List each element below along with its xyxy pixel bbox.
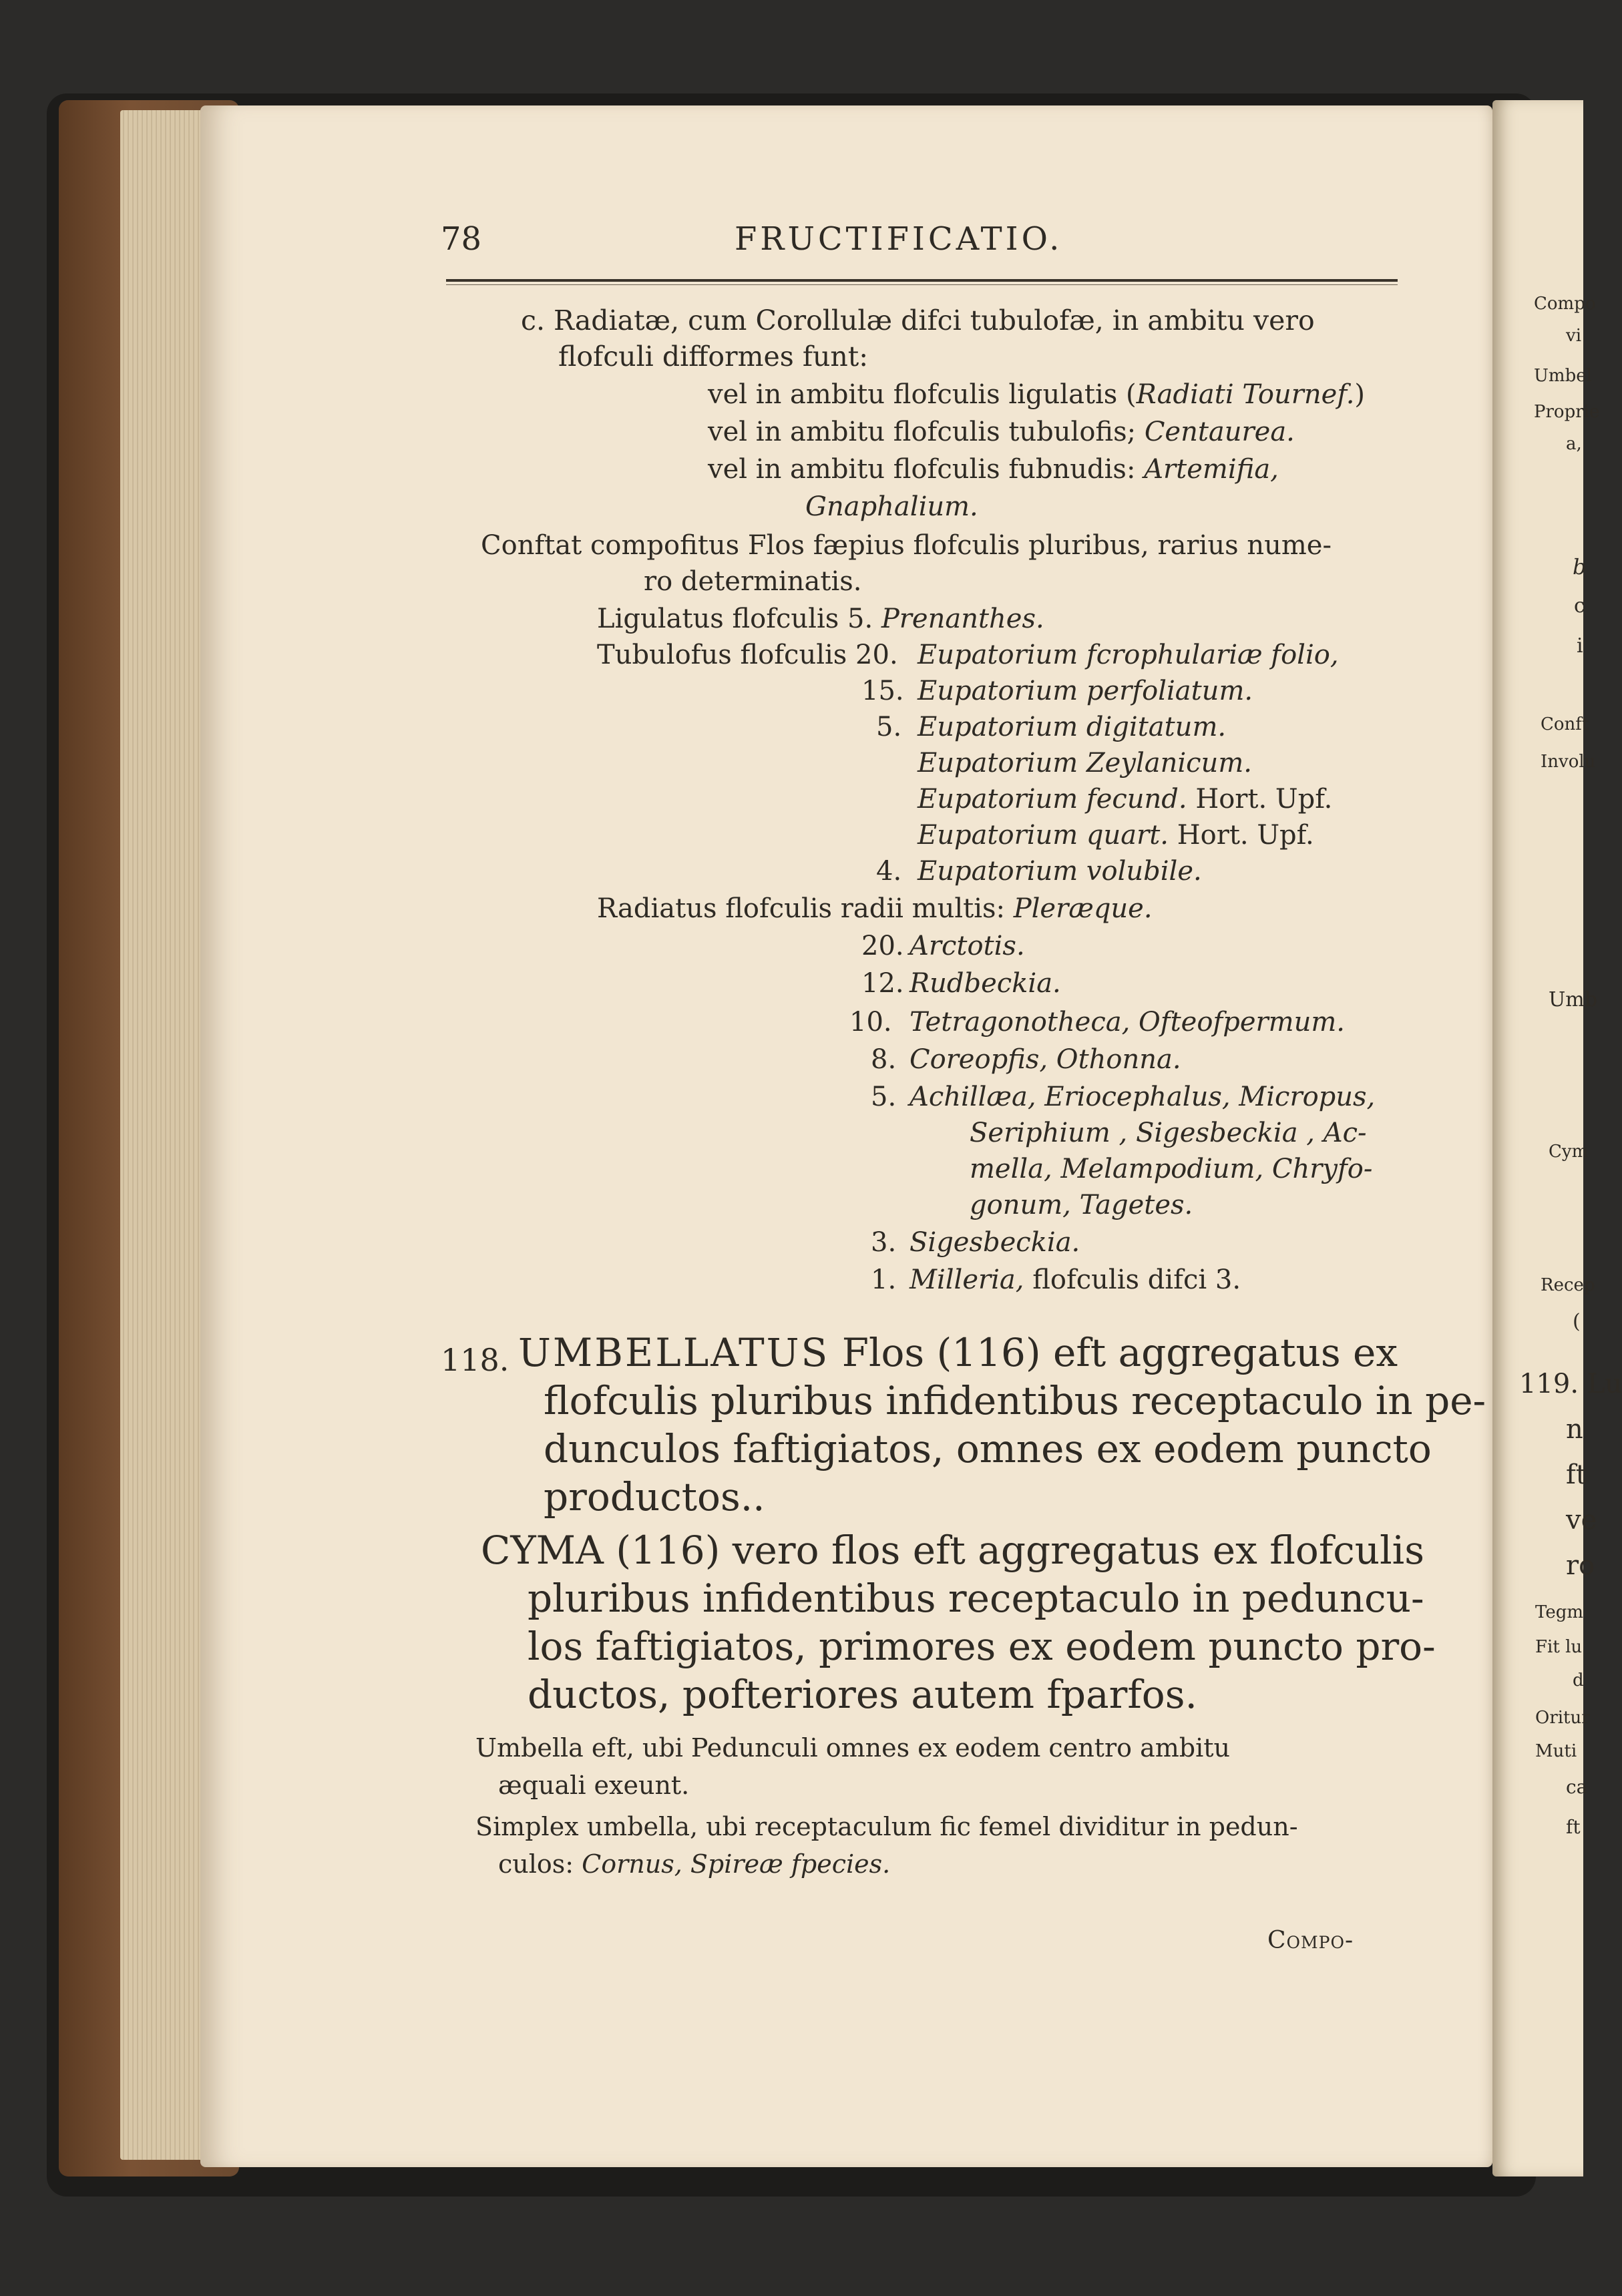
right-page-fragment: Tegm: [1535, 1602, 1584, 1622]
right-page-fragment: Fit lu: [1535, 1637, 1583, 1657]
umbellatus-line-1: UMBELLATUS Flos (116) eft aggregatus ex: [518, 1330, 1398, 1375]
tubulosus-num: 15.: [861, 676, 904, 706]
ligulatus-line: Ligulatus flofculis 5. Prenanthes.: [597, 604, 1044, 634]
tubulosus-entry: Eupatorium Zeylanicum.: [918, 748, 1252, 778]
right-page-fragment: c: [1574, 594, 1585, 618]
tubulosus-num: 5.: [876, 712, 902, 742]
right-page-fragment: Compo: [1534, 294, 1596, 314]
right-page-fragment: n: [1566, 1414, 1583, 1445]
right-page-fragment: Oritur: [1535, 1708, 1590, 1728]
right-page-fragment: ft: [1566, 1816, 1581, 1838]
radiatus-entry-line: Milleria, flofculis difci 3.: [909, 1265, 1241, 1295]
constat-line-2: ro determinatis.: [644, 566, 862, 597]
radiatus-entry: Rudbeckia.: [909, 968, 1061, 999]
radiatus-entry: Sigesbeckia.: [909, 1227, 1080, 1258]
umbellatus-line-4: productos..: [544, 1474, 765, 1520]
radiatus-entry: Arctotis.: [909, 931, 1025, 961]
right-page-fragment: ro: [1566, 1550, 1595, 1581]
tubulosus-entry: Eupatorium digitatum.: [918, 712, 1227, 742]
header-rule: [446, 279, 1398, 282]
constat-line-1: Conftat compofitus Flos fæpius flofculis pluribus, rarius nume-: [481, 530, 1332, 561]
radiatus-num: 20.: [861, 931, 904, 961]
right-page-fragment: Cym: [1549, 1142, 1589, 1162]
radiatus-entry: mella, Melampodium, Chryfo-: [970, 1154, 1373, 1184]
tubulosus-entry: Eupatorium fcrophulariæ folio,: [918, 640, 1339, 670]
cyma-line-4: ductos, pofteriores autem fparfos.: [528, 1672, 1197, 1717]
radiatus-num: 5.: [871, 1082, 897, 1112]
header-rule-thin: [446, 284, 1398, 285]
radiatus-entry: Tetragonotheca, Ofteofpermum.: [909, 1007, 1345, 1038]
radiatus-num: 1.: [871, 1265, 897, 1295]
cyma-line-2: pluribus infidentibus receptaculo in peduncu-: [528, 1576, 1424, 1621]
right-page-fragment: Proprie: [1534, 402, 1600, 422]
cyma-line-1: CYMA (116) vero flos eft aggregatus ex flofculis: [481, 1528, 1424, 1573]
page-number: 78: [441, 220, 482, 258]
tubulosus-entry-line: Eupatorium quart. Hort. Upf.: [918, 820, 1314, 851]
radiatae-variant-2: vel in ambitu flofculis tubulofis; Centaurea.: [708, 417, 1295, 447]
radiatus-num: 10.: [849, 1007, 892, 1038]
right-page-edge: [1492, 100, 1622, 2176]
tubulosus-entry: Eupatorium perfoliatum.: [918, 676, 1253, 706]
right-page-fragment: Recep: [1541, 1275, 1595, 1295]
umbellatus-line-2: flofculis pluribus infidentibus receptaculo in pe-: [544, 1378, 1486, 1423]
radiatus-entry: Coreopfis, Othonna.: [909, 1044, 1181, 1075]
right-page-fragment: (: [1573, 1310, 1581, 1333]
radiatae-line-1: c. Radiatæ, cum Corollulæ difci tubulofæ, in ambitu vero: [521, 304, 1315, 336]
right-page-fragment: 119. Lu: [1519, 1369, 1622, 1399]
umbella-line-1: Umbella eft, ubi Pedunculi omnes ex eodem centro ambitu: [475, 1733, 1230, 1763]
right-page-fragment: Conft: [1541, 714, 1589, 734]
paragraph-number: 118.: [441, 1342, 510, 1378]
tubulosus-num: 4.: [876, 856, 902, 887]
umbellatus-line-3: dunculos faftigiatos, omnes ex eodem puncto: [544, 1426, 1432, 1471]
right-page-fragment: b: [1573, 554, 1587, 580]
radiatus-entry: Seriphium , Sigesbeckia , Ac-: [970, 1118, 1367, 1148]
radiatus-entry: gonum, Tagetes.: [970, 1190, 1193, 1220]
radiatus-line: Radiatus flofculis radii multis: Pleræque.: [597, 893, 1153, 924]
simplex-line-2: culos: Cornus, Spireæ fpecies.: [498, 1849, 891, 1879]
right-page-fragment: Umb: [1549, 988, 1597, 1011]
right-page-fragment: ve: [1566, 1505, 1597, 1536]
tubulosus-label: Tubulofus flofculis 20.: [597, 640, 898, 670]
radiatus-num: 12.: [861, 968, 904, 999]
left-page: [200, 105, 1492, 2167]
radiatae-variant-4: Gnaphalium.: [805, 491, 978, 522]
tubulosus-entry-line: Eupatorium fecund. Hort. Upf.: [918, 784, 1333, 815]
radiatae-variant-1: vel in ambitu flofculis ligulatis (Radiati Tournef.): [708, 379, 1366, 410]
right-page-fragment: Involu: [1541, 752, 1596, 772]
right-page-fragment: i: [1577, 634, 1583, 658]
tubulosus-entry: Eupatorium volubile.: [918, 856, 1202, 887]
radiatus-entry: Achillæa, Eriocephalus, Micropus,: [909, 1082, 1376, 1112]
radiatus-num: 3.: [871, 1227, 897, 1258]
right-page-fragment: d: [1573, 1670, 1584, 1690]
umbella-line-2: æquali exeunt.: [498, 1771, 690, 1800]
right-page-fragment: a,: [1566, 434, 1582, 454]
simplex-line-1: Simplex umbella, ubi receptaculum fic femel dividitur in pedun-: [475, 1812, 1298, 1841]
cyma-line-3: los faftigiatos, primores ex eodem puncto pro-: [528, 1624, 1436, 1669]
running-title: FRUCTIFICATIO.: [735, 220, 1063, 258]
radiatae-line-2: flofculi difformes funt:: [558, 340, 869, 373]
right-page-fragment: ft: [1566, 1459, 1587, 1490]
right-page-fragment: Muti: [1535, 1741, 1577, 1761]
radiatus-num: 8.: [871, 1044, 897, 1075]
right-page-fragment: ca: [1566, 1776, 1588, 1798]
right-page-fragment: Umbel: [1534, 366, 1592, 386]
catchword: Compo-: [1267, 1927, 1354, 1954]
right-page-fragment: vi: [1566, 326, 1582, 346]
radiatae-variant-3: vel in ambitu flofculis fubnudis: Artemifia,: [708, 454, 1279, 485]
